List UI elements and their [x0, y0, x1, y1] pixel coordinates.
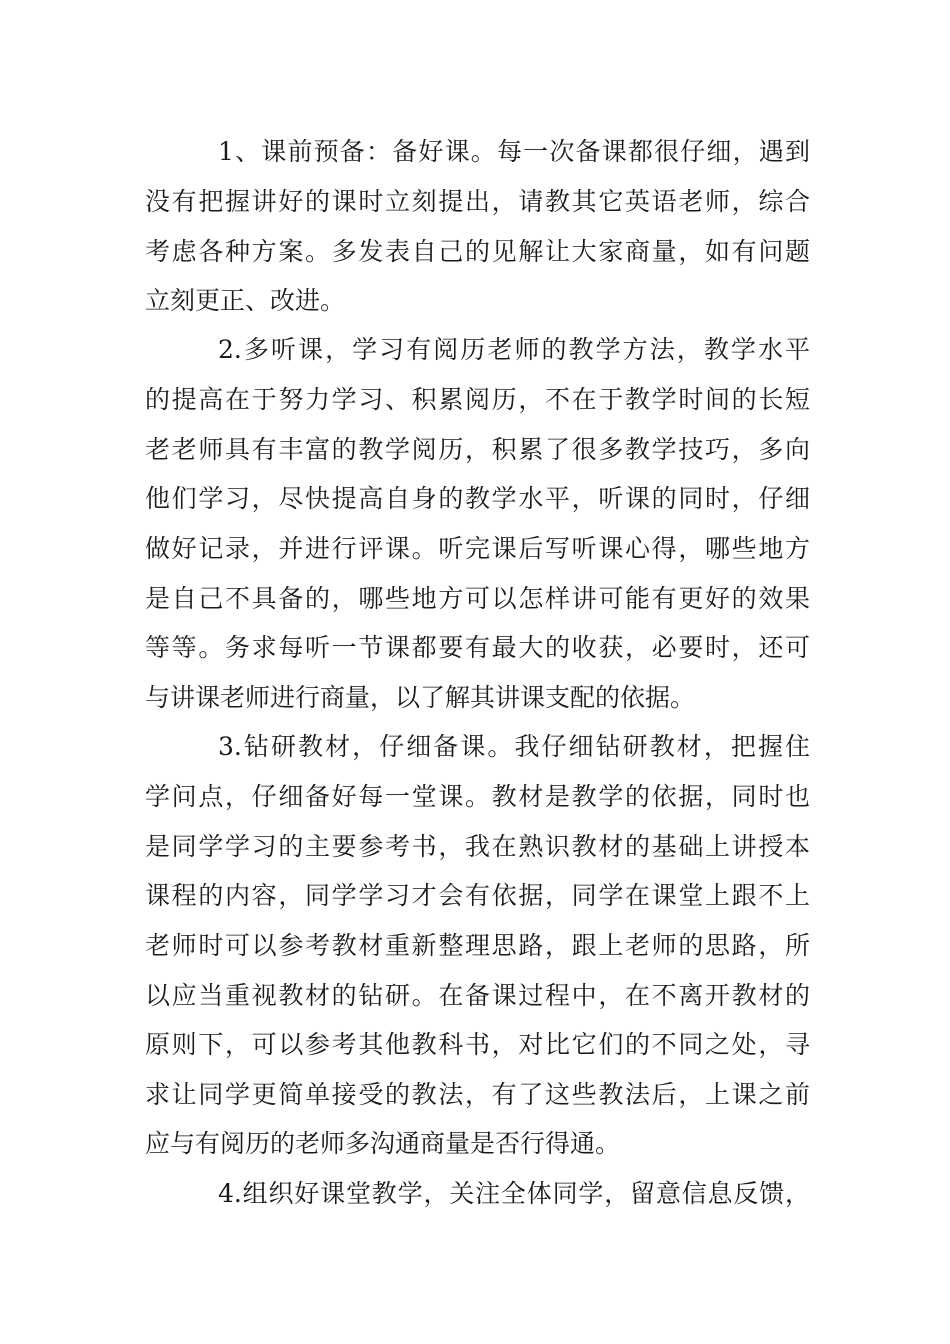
paragraph-4-line-1: 4.组织好课堂教学，关注全体同学，留意信息反馈， — [218, 1179, 810, 1208]
paragraph-2-line-5: 做好记录，并进行评课。听完课后写听课心得，哪些地方 — [145, 534, 810, 563]
paragraph-1-line-2: 没有把握讲好的课时立刻提出，请教其它英语老师，综合 — [145, 187, 810, 216]
paragraph-2-line-2: 的提高在于努力学习、积累阅历，不在于教学时间的长短 — [145, 385, 810, 414]
paragraph-3-line-3: 是同学学习的主要参考书，我在熟识教材的基础上讲授本 — [145, 832, 810, 861]
paragraph-3-line-1: 3.钻研教材，仔细备课。我仔细钻研教材，把握住 — [218, 732, 810, 761]
paragraph-2-line-4: 他们学习，尽快提高自身的教学水平，听课的同时，仔细 — [145, 484, 810, 513]
paragraph-1-line-3: 考虑各种方案。多发表自己的见解让大家商量，如有问题 — [145, 237, 810, 266]
paragraph-2-line-7: 等等。务求每听一节课都要有最大的收获，必要时，还可 — [145, 633, 810, 662]
paragraph-1-line-4: 立刻更正、改进。 — [145, 286, 346, 315]
paragraph-3-line-9: 应与有阅历的老师多沟通商量是否行得通。 — [145, 1129, 621, 1158]
paragraph-3-line-4: 课程的内容，同学学习才会有依据，同学在课堂上跟不上 — [145, 881, 810, 910]
paragraph-3-line-6: 以应当重视教材的钻研。在备课过程中，在不离开教材的 — [145, 981, 810, 1010]
paragraph-1-line-1: 1、课前预备：备好课。每一次备课都很仔细，遇到 — [218, 137, 810, 166]
paragraph-2-line-8: 与讲课老师进行商量，以了解其讲课支配的依据。 — [145, 683, 696, 712]
paragraph-2-line-6: 是自己不具备的，哪些地方可以怎样讲可能有更好的效果 — [145, 584, 810, 613]
paragraph-3-line-5: 老师时可以参考教材重新整理思路，跟上老师的思路，所 — [145, 931, 810, 960]
paragraph-3-line-7: 原则下，可以参考其他教科书，对比它们的不同之处，寻 — [145, 1030, 810, 1059]
paragraph-3-line-2: 学问点，仔细备好每一堂课。教材是教学的依据，同时也 — [145, 782, 810, 811]
paragraph-2-line-1: 2.多听课，学习有阅历老师的教学方法，教学水平 — [218, 335, 810, 364]
paragraph-3-line-8: 求让同学更简单接受的教法，有了这些教法后，上课之前 — [145, 1080, 810, 1109]
paragraph-2-line-3: 老老师具有丰富的教学阅历，积累了很多教学技巧，多向 — [145, 435, 810, 464]
